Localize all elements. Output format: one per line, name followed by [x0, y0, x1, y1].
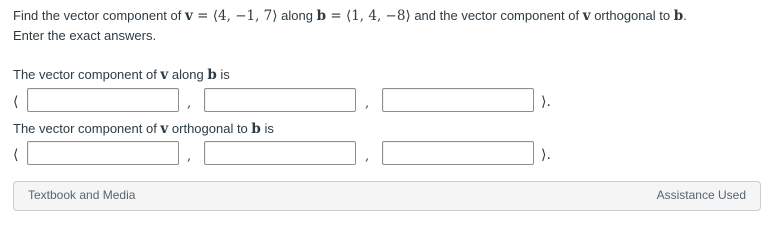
- part1-comma-2: ,: [365, 96, 370, 111]
- vector-b-symbol-2: b: [673, 8, 684, 24]
- vector-b-value: ⟨1, 4, −8⟩: [345, 8, 411, 24]
- assistance-used-label: Assistance Used: [656, 188, 746, 202]
- part1-answer-row: [13, 88, 573, 116]
- equals-sign: =: [192, 8, 213, 24]
- question-text-orthogonal: orthogonal to: [590, 8, 674, 23]
- part1-label-mid: along: [168, 67, 208, 82]
- question-period: .: [683, 8, 687, 23]
- part2-label-pre: The vector component of: [13, 121, 161, 136]
- part2-label-post: is: [260, 121, 274, 136]
- part2-component-y-input[interactable]: [204, 141, 356, 165]
- question-text-2: and the vector component of: [410, 8, 583, 23]
- part2-label-mid: orthogonal to: [168, 121, 252, 136]
- part1-b-symbol: b: [207, 67, 217, 83]
- vector-v-symbol-2: v: [582, 8, 591, 24]
- part1-component-y-input[interactable]: [204, 88, 356, 112]
- vector-v-symbol: v: [184, 8, 193, 24]
- part2-component-z-input[interactable]: [382, 141, 534, 165]
- part1-comma-1: ,: [187, 96, 192, 111]
- part2-comma-1: ,: [187, 149, 192, 164]
- part1-label: [13, 67, 230, 83]
- instruction-text: Enter the exact answers.: [13, 28, 157, 43]
- question-text: [13, 8, 687, 24]
- resources-bar: [13, 181, 761, 211]
- part2-comma-2: ,: [365, 149, 370, 164]
- part2-b-symbol: b: [251, 121, 261, 137]
- textbook-and-media-link[interactable]: Textbook and Media: [28, 188, 136, 202]
- question-text-along: along: [277, 8, 317, 23]
- part2-label: [13, 121, 274, 137]
- part1-label-pre: The vector component of: [13, 67, 161, 82]
- part1-component-z-input[interactable]: [382, 88, 534, 112]
- part2-open-bracket: ⟨: [13, 147, 19, 163]
- part2-answer-row: [13, 141, 573, 169]
- part1-label-post: is: [216, 67, 230, 82]
- part1-open-bracket: ⟨: [13, 94, 19, 110]
- question-text-1: Find the vector component of: [13, 8, 185, 23]
- part2-close-bracket: ⟩.: [541, 147, 551, 163]
- part2-v-symbol: v: [160, 121, 169, 137]
- part1-component-x-input[interactable]: [27, 88, 179, 112]
- equals-sign-2: =: [326, 8, 346, 24]
- part1-v-symbol: v: [160, 67, 169, 83]
- vector-v-value: ⟨4, −1, 7⟩: [212, 8, 278, 24]
- part1-close-bracket: ⟩.: [541, 94, 551, 110]
- part2-component-x-input[interactable]: [27, 141, 179, 165]
- vector-b-symbol: b: [316, 8, 327, 24]
